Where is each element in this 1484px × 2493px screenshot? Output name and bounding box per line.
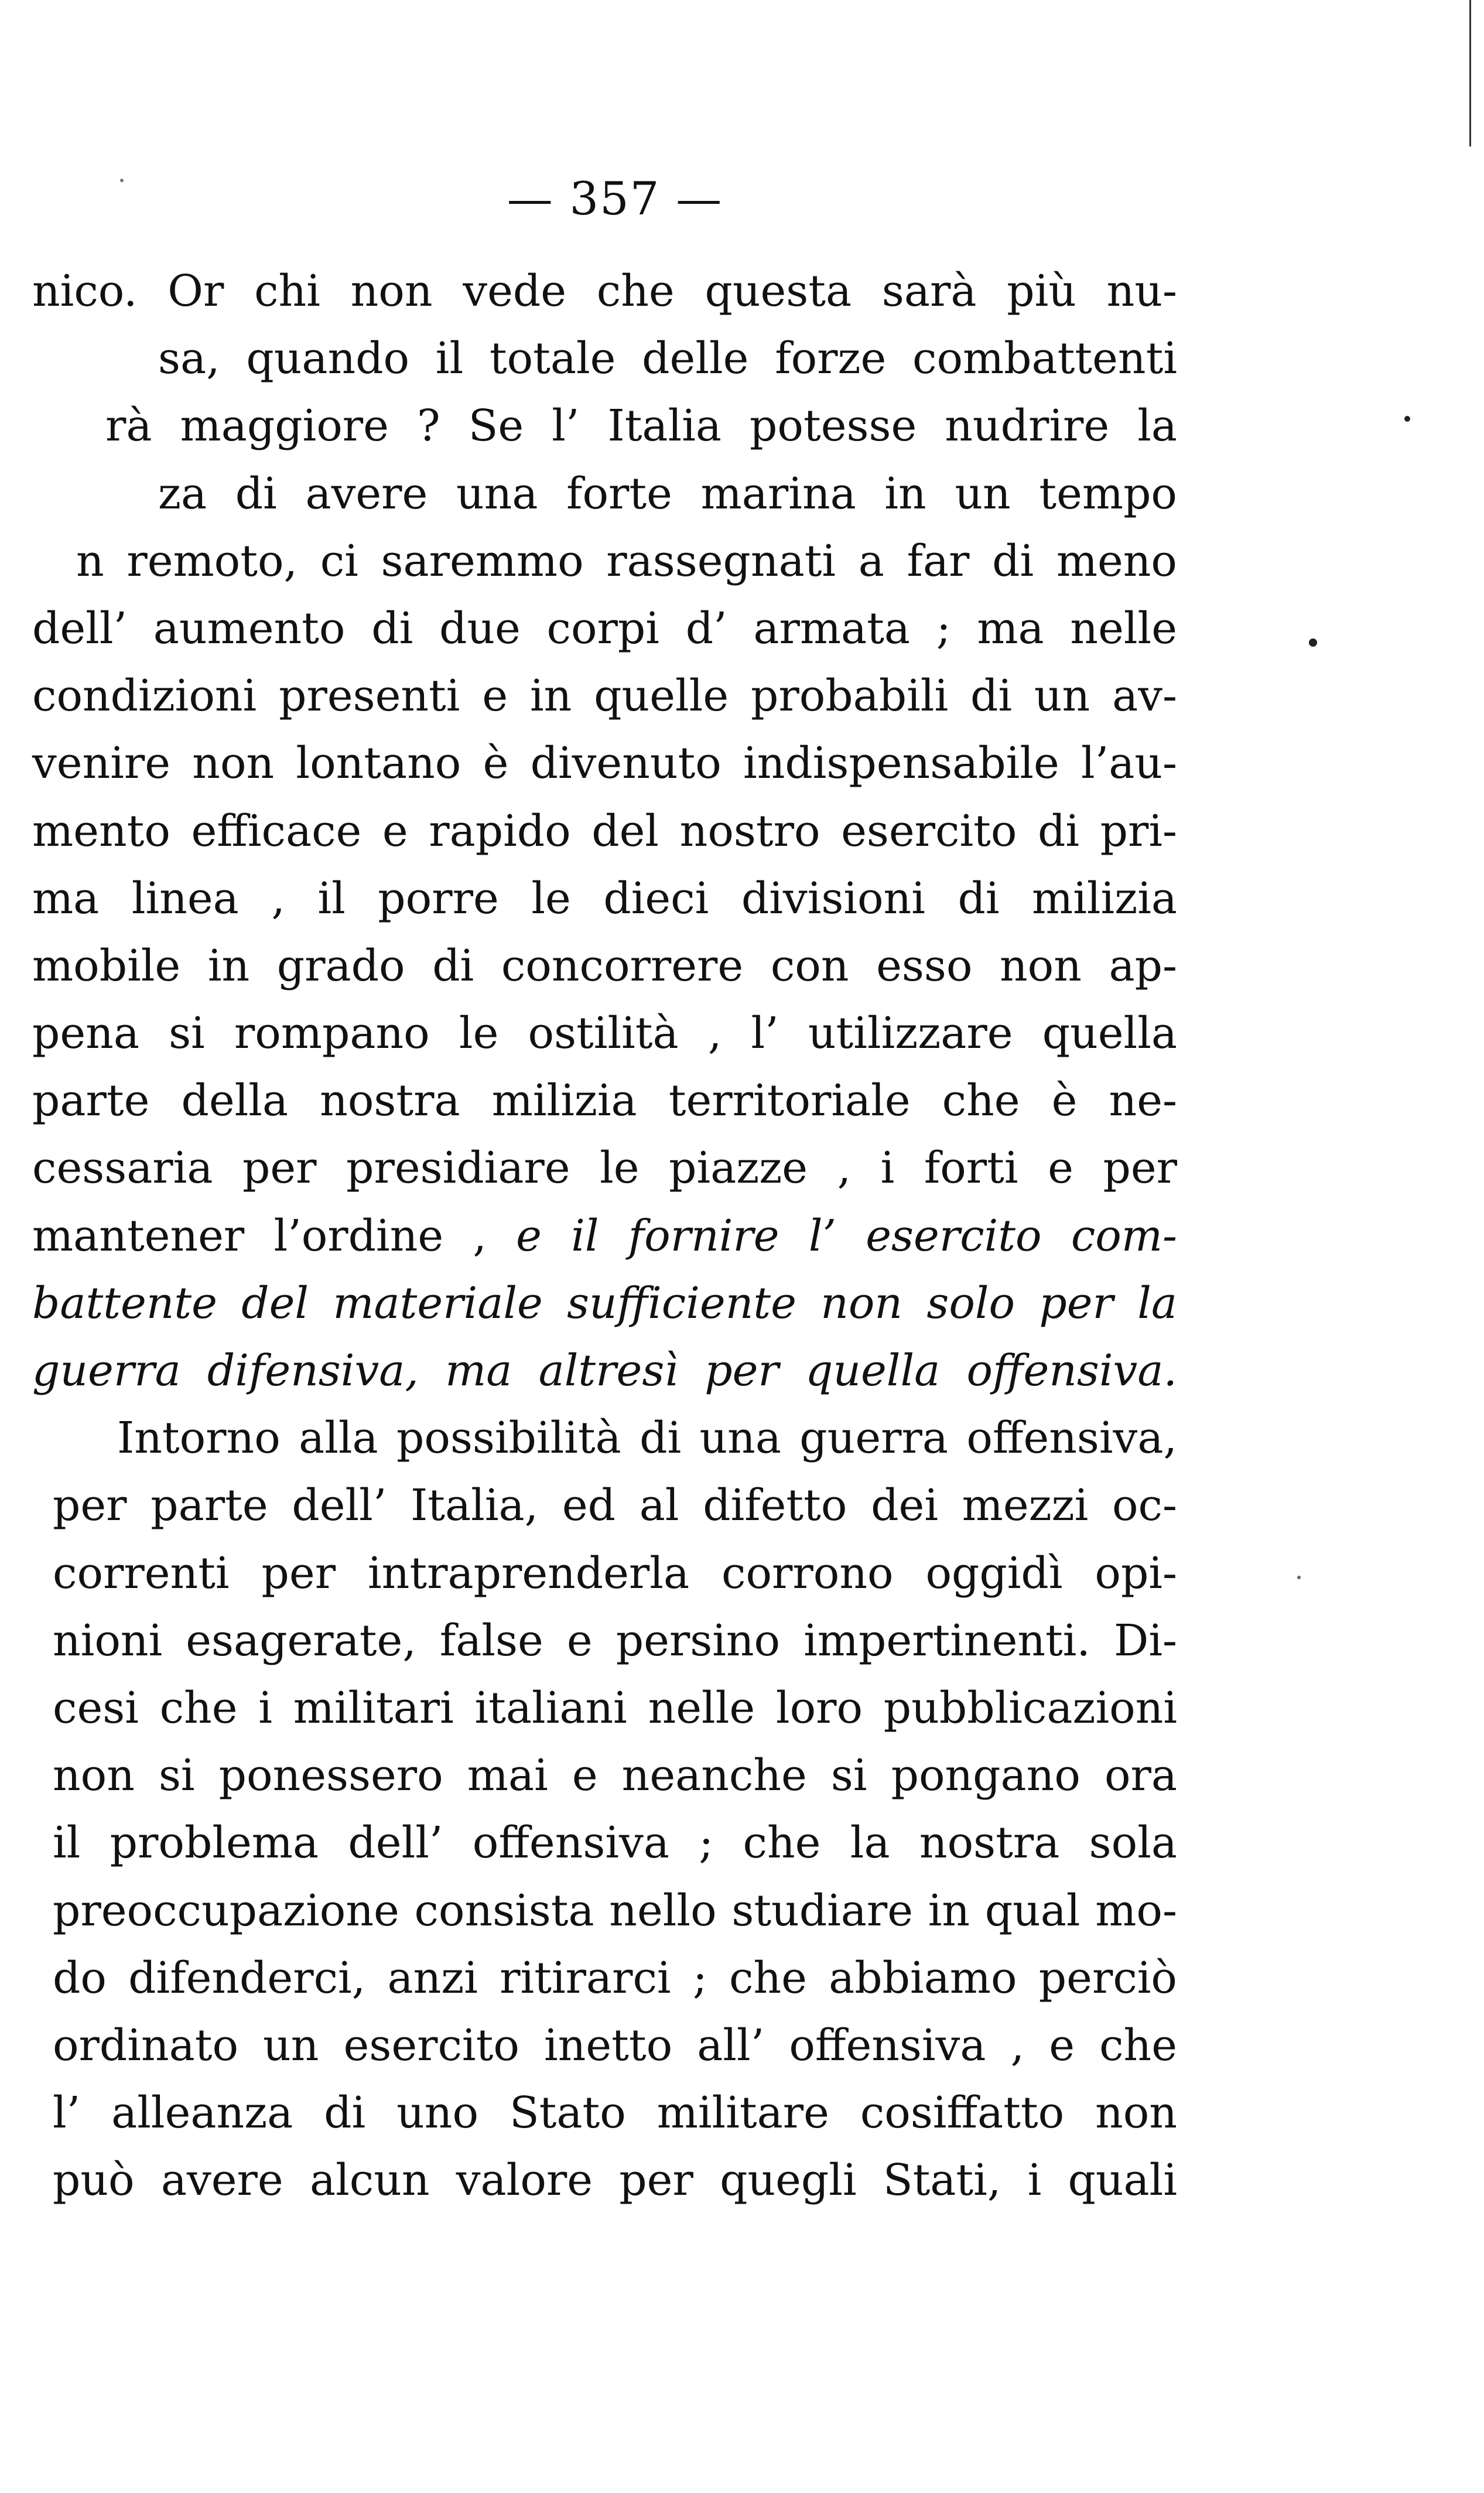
text-line: cesi che i militari italiani nelle loro pubblicazioni xyxy=(53,1682,1177,1733)
text-line: il problema dell’ offensiva ; che la nostra sola xyxy=(53,1818,1177,1869)
text-line-mixed xyxy=(32,1203,1177,1270)
italic-line: guerra difensiva, ma altresì per quella offensiva. xyxy=(32,1345,1177,1396)
ink-speck xyxy=(1309,638,1317,647)
text-line: pena si rompano le ostilità , l’ utilizzare quella xyxy=(32,1008,1177,1059)
italic-segment: e il fornire l’ esercito com- xyxy=(516,1210,1177,1261)
text-line: l’ alleanza di uno Stato militare cosiffatto non xyxy=(53,2088,1177,2139)
text-line: condizioni presenti e in quelle probabili di un av- xyxy=(32,671,1177,722)
text-segment: mantener l’ordine , xyxy=(32,1210,487,1261)
text-line: per parte dell’ Italia, ed al difetto dei mezzi oc- xyxy=(53,1480,1177,1531)
italic-line: battente del materiale sufficiente non solo per la xyxy=(32,1278,1177,1329)
text-line: nioni esagerate, false e persino impertinenti. Di- xyxy=(53,1615,1177,1666)
text-line: ma linea , il porre le dieci divisioni di milizia xyxy=(32,873,1177,924)
text-line: cessaria per presidiare le piazze , i forti e per xyxy=(32,1143,1177,1194)
ink-speck xyxy=(1297,1576,1301,1579)
text-line: za di avere una forte marina in un tempo xyxy=(158,468,1177,519)
text-line: rà maggiore ? Se l’ Italia potesse nudrire la xyxy=(105,401,1177,452)
text-line: sa, quando il totale delle forze combattenti xyxy=(158,333,1177,384)
page-number: — 357 — xyxy=(507,173,723,226)
text-line: può avere alcun valore per quegli Stati, i quali xyxy=(53,2155,1177,2206)
ink-speck xyxy=(120,179,124,182)
ink-speck xyxy=(1404,416,1410,422)
text-line: parte della nostra milizia territoriale che è ne- xyxy=(32,1075,1177,1126)
body-text xyxy=(32,258,1177,2214)
text-line: dell’ aumento di due corpi d’ armata ; ma nelle xyxy=(32,603,1177,654)
page-edge-rule xyxy=(1469,0,1471,146)
text-line: mento efficace e rapido del nostro esercito di pri- xyxy=(32,805,1177,856)
text-line: correnti per intraprenderla corrono oggidì opi- xyxy=(53,1548,1177,1599)
paragraph-start-line: Intorno alla possibilità di una guerra offensiva, xyxy=(117,1413,1177,1464)
text-line: mobile in grado di concorrere con esso non ap- xyxy=(32,940,1177,991)
text-line: do difenderci, anzi ritirarci ; che abbiamo perciò xyxy=(53,1952,1177,2003)
text-line: nico. Or chi non vede che questa sarà più nu- xyxy=(32,266,1177,316)
text-line: n remoto, ci saremmo rassegnati a far di meno xyxy=(76,535,1177,586)
text-line: preoccupazione consista nello studiare in qual mo- xyxy=(53,1885,1177,1936)
text-line: ordinato un esercito inetto all’ offensiva , e che xyxy=(53,2020,1177,2071)
text-line: non si ponessero mai e neanche si pongano ora xyxy=(53,1750,1177,1801)
text-line: venire non lontano è divenuto indispensabile l’au- xyxy=(32,738,1177,789)
